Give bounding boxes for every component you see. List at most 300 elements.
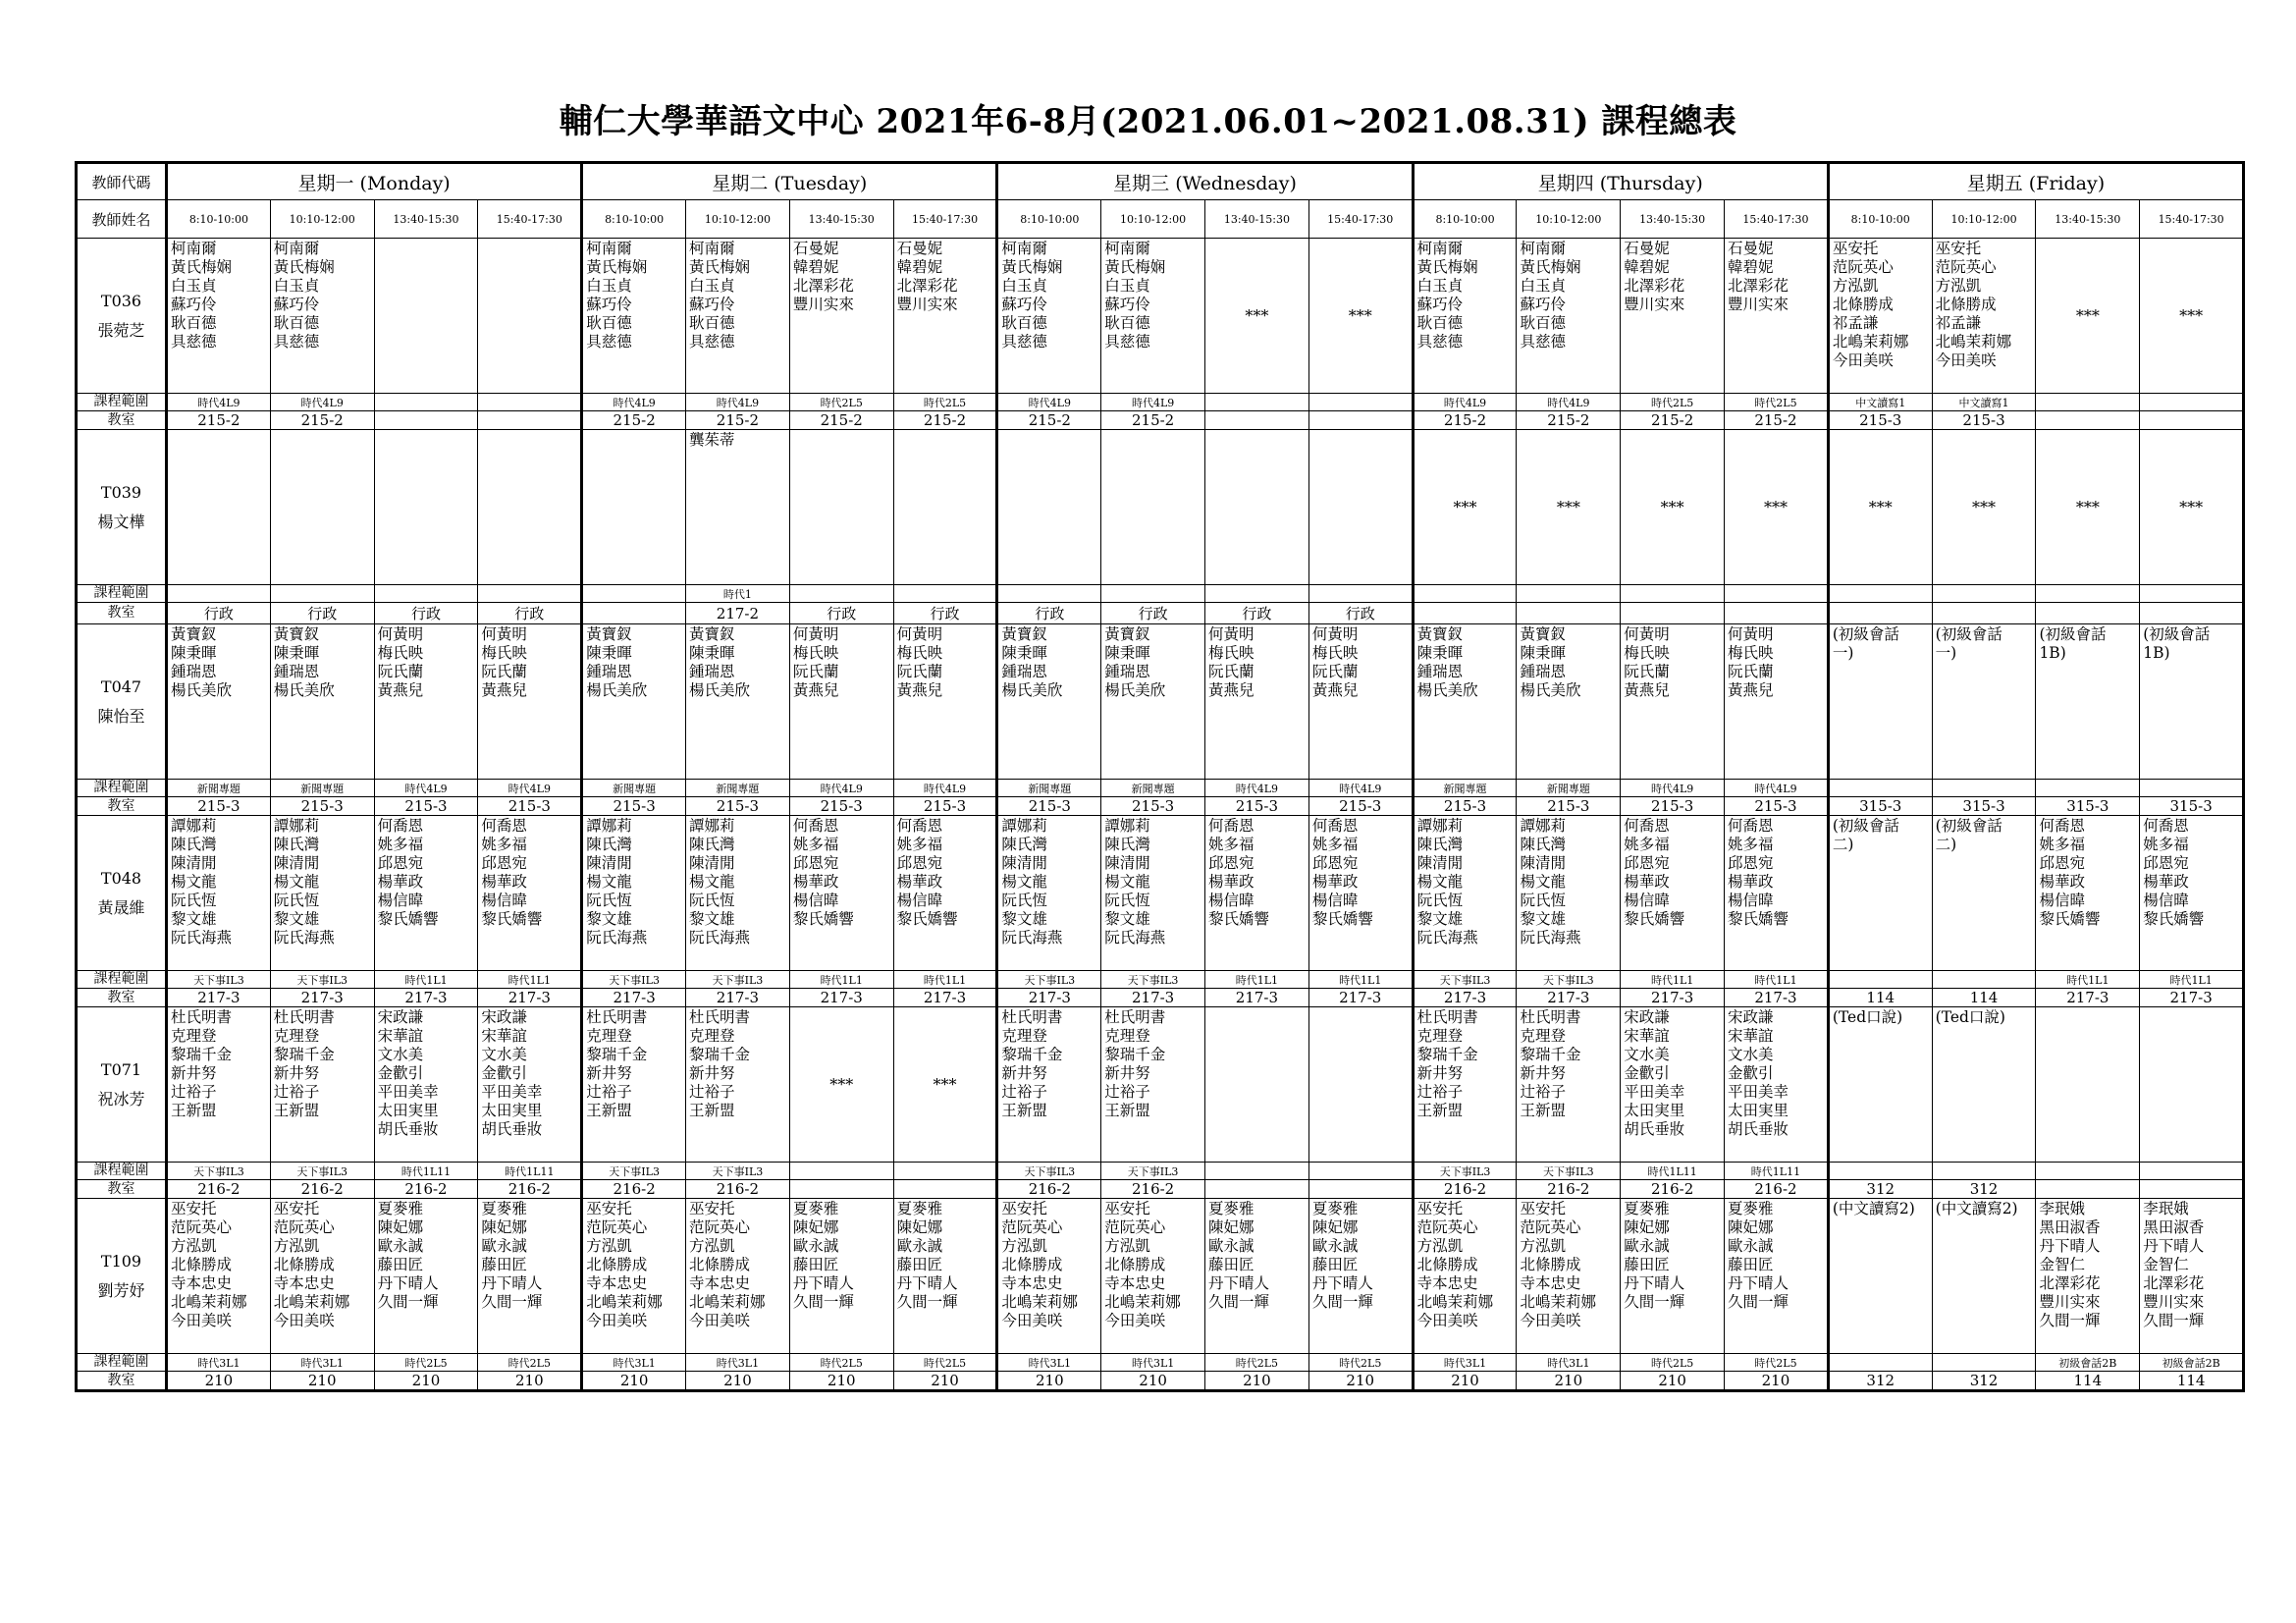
classroom-cell (374, 411, 478, 430)
student-list-cell: 譚娜莉 陳氏灣 陳清閒 楊文龍 阮氏恆 黎文雄 阮氏海燕 (1101, 816, 1205, 971)
course-range-row (77, 1354, 2244, 1372)
classroom-cell: 215-2 (1101, 411, 1205, 430)
student-list-cell (167, 430, 271, 585)
classroom-row (77, 989, 2244, 1007)
teacher-code: T071 (100, 1059, 142, 1079)
time-slot-header: 15:40-17:30 (1308, 200, 1413, 239)
classroom-cell: 217-3 (789, 989, 893, 1007)
classroom-cell: 215-3 (1308, 797, 1413, 816)
course-range-cell (1828, 585, 1932, 603)
student-list-cell: 夏麥雅 陳妃娜 歐永誠 藤田匠 丹下晴人 久間一輝 (1205, 1199, 1309, 1354)
student-list-cell: 何黃明 梅氏映 阮氏蘭 黃燕兒 (1621, 624, 1725, 780)
classroom-cell (1621, 603, 1725, 624)
course-range-cell: 時代4L9 (1413, 394, 1517, 411)
classroom-cell (1725, 603, 1829, 624)
student-list-cell (997, 430, 1101, 585)
classroom-cell (1205, 411, 1309, 430)
course-range-label: 課程範圍 (77, 780, 167, 797)
course-range-cell: 時代1 (686, 585, 790, 603)
student-list-cell: 何喬恩 姚多福 邱恩宛 楊華政 楊信暐 黎氏嬌響 (478, 816, 582, 971)
course-range-cell: 天下事IL3 (1517, 1163, 1621, 1180)
student-list-cell: (初級會話 1B) (2036, 624, 2140, 780)
classroom-row (77, 797, 2244, 816)
student-list-cell: 李珉娥 黑田淑香 丹下晴人 金智仁 北澤彩花 豐川实來 久間一輝 (2140, 1199, 2244, 1354)
course-range-cell: 天下事IL3 (1413, 1163, 1517, 1180)
student-list-cell: 杜氏明書 克理登 黎瑞千金 新井努 辻裕子 王新盟 (686, 1007, 790, 1163)
course-range-cell: 時代3L1 (686, 1354, 790, 1372)
classroom-cell: 114 (1828, 989, 1932, 1007)
teacher-names-row (77, 816, 2244, 971)
course-range-cell (1205, 1163, 1309, 1180)
classroom-cell: 210 (374, 1372, 478, 1391)
time-slot-header: 13:40-15:30 (1205, 200, 1309, 239)
student-list-cell: *** (2036, 430, 2140, 585)
course-range-cell: 時代1L1 (2036, 971, 2140, 989)
course-range-cell: 新聞專題 (686, 780, 790, 797)
classroom-cell: 215-3 (270, 797, 374, 816)
teacher-cell (77, 1199, 167, 1354)
student-list-cell: 夏麥雅 陳妃娜 歐永誠 藤田匠 丹下晴人 久間一輝 (374, 1199, 478, 1354)
teacher-cell (77, 430, 167, 585)
student-list-cell: 譚娜莉 陳氏灣 陳清閒 楊文龍 阮氏恆 黎文雄 阮氏海燕 (1413, 816, 1517, 971)
course-range-cell (1932, 1354, 2036, 1372)
course-range-row (77, 394, 2244, 411)
course-range-cell: 時代2L5 (1725, 1354, 1829, 1372)
time-slot-header: 8:10-10:00 (1413, 200, 1517, 239)
course-range-cell: 時代3L1 (997, 1354, 1101, 1372)
day-header-wednesday: 星期三 (Wednesday) (997, 163, 1413, 200)
classroom-cell: 行政 (270, 603, 374, 624)
student-list-cell: 夏麥雅 陳妃娜 歐永誠 藤田匠 丹下晴人 久間一輝 (1621, 1199, 1725, 1354)
student-list-cell (789, 430, 893, 585)
time-slot-header: 8:10-10:00 (167, 200, 271, 239)
time-slot-header: 8:10-10:00 (997, 200, 1101, 239)
student-list-cell: 杜氏明書 克理登 黎瑞千金 新井努 辻裕子 王新盟 (582, 1007, 686, 1163)
student-list-cell: 石曼妮 韓碧妮 北澤彩花 豐川实來 (1725, 239, 1829, 394)
course-range-cell: 時代3L1 (167, 1354, 271, 1372)
classroom-cell: 210 (789, 1372, 893, 1391)
course-range-label: 課程範圍 (77, 1163, 167, 1180)
course-range-cell: 時代4L9 (1308, 780, 1413, 797)
student-list-cell: 何黃明 梅氏映 阮氏蘭 黃燕兒 (1205, 624, 1309, 780)
course-range-cell (1621, 585, 1725, 603)
course-range-cell: 時代1L1 (2140, 971, 2244, 989)
classroom-cell: 215-3 (374, 797, 478, 816)
student-list-cell: 石曼妮 韓碧妮 北澤彩花 豐川实來 (1621, 239, 1725, 394)
student-list-cell: 譚娜莉 陳氏灣 陳清閒 楊文龍 阮氏恆 黎文雄 阮氏海燕 (1517, 816, 1621, 971)
course-range-cell: 時代2L5 (1621, 1354, 1725, 1372)
student-list-cell (1308, 1007, 1413, 1163)
student-list-cell: (初級會話 一) (1932, 624, 2036, 780)
student-list-cell: 夏麥雅 陳妃娜 歐永誠 藤田匠 丹下晴人 久間一輝 (789, 1199, 893, 1354)
classroom-cell: 215-3 (893, 797, 997, 816)
student-list-cell: 譚娜莉 陳氏灣 陳清閒 楊文龍 阮氏恆 黎文雄 阮氏海燕 (167, 816, 271, 971)
classroom-cell: 217-3 (2140, 989, 2244, 1007)
classroom-label: 教室 (77, 1372, 167, 1391)
classroom-cell: 215-3 (1517, 797, 1621, 816)
course-range-cell: 初級會話2B (2140, 1354, 2244, 1372)
course-range-cell (789, 585, 893, 603)
student-list-cell: *** (1621, 430, 1725, 585)
classroom-cell (1517, 603, 1621, 624)
classroom-cell: 216-2 (1725, 1180, 1829, 1199)
classroom-cell: 210 (1101, 1372, 1205, 1391)
classroom-cell: 210 (1621, 1372, 1725, 1391)
student-list-cell: 夏麥雅 陳妃娜 歐永誠 藤田匠 丹下晴人 久間一輝 (1308, 1199, 1413, 1354)
classroom-cell: 217-3 (686, 989, 790, 1007)
time-slot-header: 8:10-10:00 (582, 200, 686, 239)
student-list-cell: 宋政謙 宋華誼 文水美 金歡引 平田美幸 太田実里 胡氏垂妝 (374, 1007, 478, 1163)
classroom-cell: 216-2 (374, 1180, 478, 1199)
classroom-cell: 312 (1828, 1372, 1932, 1391)
course-range-cell: 時代1L11 (478, 1163, 582, 1180)
student-list-cell: 巫安托 范阮英心 方泓凱 北條勝成 寺本忠史 北嶋茉莉娜 今田美咲 (1101, 1199, 1205, 1354)
student-list-cell: 何黃明 梅氏映 阮氏蘭 黃燕兒 (1725, 624, 1829, 780)
course-range-cell (1932, 780, 2036, 797)
course-range-cell (2140, 394, 2244, 411)
student-list-cell: 黃寶釵 陳秉暉 鍾瑞恩 楊氏美欣 (167, 624, 271, 780)
course-range-cell: 時代4L9 (1517, 394, 1621, 411)
classroom-label: 教室 (77, 989, 167, 1007)
classroom-cell: 215-2 (1725, 411, 1829, 430)
course-range-cell: 時代1L11 (374, 1163, 478, 1180)
student-list-cell: 何喬恩 姚多福 邱恩宛 楊華政 楊信暐 黎氏嬌響 (2140, 816, 2244, 971)
course-range-cell: 天下事IL3 (686, 1163, 790, 1180)
course-range-cell: 新聞專題 (997, 780, 1101, 797)
course-range-cell: 天下事IL3 (582, 971, 686, 989)
course-range-cell (2140, 585, 2244, 603)
student-list-cell: (中文讀寫2) (1932, 1199, 2036, 1354)
classroom-cell (1932, 603, 2036, 624)
course-range-cell: 時代3L1 (1101, 1354, 1205, 1372)
classroom-cell: 215-2 (167, 411, 271, 430)
teacher-code: T036 (100, 291, 142, 310)
classroom-cell: 215-2 (1621, 411, 1725, 430)
classroom-cell: 210 (1413, 1372, 1517, 1391)
classroom-cell: 210 (582, 1372, 686, 1391)
course-range-cell: 天下事IL3 (997, 971, 1101, 989)
student-list-cell: *** (893, 1007, 997, 1163)
classroom-cell: 215-3 (997, 797, 1101, 816)
course-range-cell (1308, 585, 1413, 603)
course-range-cell (2140, 1163, 2244, 1180)
classroom-row (77, 411, 2244, 430)
classroom-cell: 216-2 (1517, 1180, 1621, 1199)
student-list-cell (1205, 430, 1309, 585)
course-range-cell: 時代4L9 (582, 394, 686, 411)
course-range-cell: 天下事IL3 (582, 1163, 686, 1180)
student-list-cell: (Ted口說) (1828, 1007, 1932, 1163)
classroom-cell: 217-3 (167, 989, 271, 1007)
time-slot-header: 10:10-12:00 (1517, 200, 1621, 239)
schedule-table (75, 161, 2245, 1392)
time-slot-header: 15:40-17:30 (2140, 200, 2244, 239)
classroom-cell: 217-3 (270, 989, 374, 1007)
classroom-cell: 315-3 (2140, 797, 2244, 816)
course-range-cell (893, 1163, 997, 1180)
course-range-cell: 時代2L5 (1308, 1354, 1413, 1372)
student-list-cell: 宋政謙 宋華誼 文水美 金歡引 平田美幸 太田実里 胡氏垂妝 (1621, 1007, 1725, 1163)
classroom-cell: 210 (997, 1372, 1101, 1391)
student-list-cell: 柯南爾 黃氏梅娴 白玉貞 蘇巧伶 耿百德 具慈德 (270, 239, 374, 394)
course-range-cell (1205, 394, 1309, 411)
student-list-cell: 柯南爾 黃氏梅娴 白玉貞 蘇巧伶 耿百德 具慈德 (1517, 239, 1621, 394)
course-range-cell: 天下事IL3 (1517, 971, 1621, 989)
course-range-label: 課程範圍 (77, 971, 167, 989)
course-range-cell: 時代4L9 (1205, 780, 1309, 797)
classroom-cell: 215-2 (686, 411, 790, 430)
course-range-cell (1413, 585, 1517, 603)
course-range-cell (1828, 780, 1932, 797)
student-list-cell: 譚娜莉 陳氏灣 陳清閒 楊文龍 阮氏恆 黎文雄 阮氏海燕 (686, 816, 790, 971)
course-range-cell: 時代3L1 (270, 1354, 374, 1372)
student-list-cell: (Ted口說) (1932, 1007, 2036, 1163)
teacher-name: 祝冰芳 (97, 1089, 145, 1109)
classroom-cell: 215-2 (789, 411, 893, 430)
classroom-cell: 215-3 (582, 797, 686, 816)
course-range-row (77, 1163, 2244, 1180)
teacher-code-header: 教師代碼 (77, 163, 167, 200)
course-range-cell: 時代4L9 (893, 780, 997, 797)
course-range-cell: 時代2L5 (893, 1354, 997, 1372)
student-list-cell: 杜氏明書 克理登 黎瑞千金 新井努 辻裕子 王新盟 (997, 1007, 1101, 1163)
classroom-cell: 216-2 (1413, 1180, 1517, 1199)
teacher-names-row (77, 1007, 2244, 1163)
classroom-cell: 215-3 (686, 797, 790, 816)
course-range-cell (2036, 1163, 2140, 1180)
student-list-cell: (初級會話 1B) (2140, 624, 2244, 780)
student-list-cell: 巫安托 范阮英心 方泓凱 北條勝成 寺本忠史 北嶋茉莉娜 今田美咲 (1413, 1199, 1517, 1354)
course-range-cell (1205, 585, 1309, 603)
course-range-cell (478, 394, 582, 411)
student-list-cell: 譚娜莉 陳氏灣 陳清閒 楊文龍 阮氏恆 黎文雄 阮氏海燕 (997, 816, 1101, 971)
student-list-cell: 黃寶釵 陳秉暉 鍾瑞恩 楊氏美欣 (270, 624, 374, 780)
classroom-label: 教室 (77, 411, 167, 430)
classroom-cell: 216-2 (478, 1180, 582, 1199)
course-range-cell (1308, 1163, 1413, 1180)
student-list-cell: (中文讀寫2) (1828, 1199, 1932, 1354)
classroom-label: 教室 (77, 1180, 167, 1199)
teacher-code: T109 (100, 1251, 142, 1271)
student-list-cell (374, 239, 478, 394)
course-range-cell (1101, 585, 1205, 603)
student-list-cell: 杜氏明書 克理登 黎瑞千金 新井努 辻裕子 王新盟 (1413, 1007, 1517, 1163)
student-list-cell: 黃寶釵 陳秉暉 鍾瑞恩 楊氏美欣 (582, 624, 686, 780)
day-header-tuesday: 星期二 (Tuesday) (582, 163, 997, 200)
student-list-cell: *** (789, 1007, 893, 1163)
student-list-cell: 黃寶釵 陳秉暉 鍾瑞恩 楊氏美欣 (1413, 624, 1517, 780)
course-range-cell: 天下事IL3 (997, 1163, 1101, 1180)
time-header-row (77, 200, 2244, 239)
classroom-cell: 216-2 (270, 1180, 374, 1199)
student-list-cell: 柯南爾 黃氏梅娴 白玉貞 蘇巧伶 耿百德 具慈德 (1413, 239, 1517, 394)
classroom-cell: 215-2 (582, 411, 686, 430)
course-range-cell (2036, 585, 2140, 603)
course-range-cell: 中文讀寫1 (1932, 394, 2036, 411)
course-range-cell (582, 585, 686, 603)
classroom-cell: 210 (893, 1372, 997, 1391)
course-range-cell (374, 585, 478, 603)
time-slot-header: 13:40-15:30 (2036, 200, 2140, 239)
student-list-cell: *** (1413, 430, 1517, 585)
course-range-cell: 天下事IL3 (686, 971, 790, 989)
classroom-cell: 行政 (789, 603, 893, 624)
course-range-cell: 時代2L5 (1205, 1354, 1309, 1372)
classroom-cell (1205, 1180, 1309, 1199)
classroom-cell: 216-2 (167, 1180, 271, 1199)
course-range-cell (1932, 971, 2036, 989)
student-list-cell: 柯南爾 黃氏梅娴 白玉貞 蘇巧伶 耿百德 具慈德 (997, 239, 1101, 394)
classroom-cell: 114 (2140, 1372, 2244, 1391)
course-range-cell: 時代4L9 (1101, 394, 1205, 411)
student-list-cell (893, 430, 997, 585)
teacher-cell (77, 624, 167, 780)
student-list-cell: 何喬恩 姚多福 邱恩宛 楊華政 楊信暐 黎氏嬌響 (893, 816, 997, 971)
student-list-cell (1101, 430, 1205, 585)
classroom-cell: 315-3 (1932, 797, 2036, 816)
teacher-name: 陳怡至 (97, 706, 145, 726)
course-range-cell (1828, 1163, 1932, 1180)
classroom-cell: 行政 (997, 603, 1101, 624)
student-list-cell: 譚娜莉 陳氏灣 陳清閒 楊文龍 阮氏恆 黎文雄 阮氏海燕 (582, 816, 686, 971)
classroom-cell: 217-3 (1725, 989, 1829, 1007)
classroom-cell: 216-2 (997, 1180, 1101, 1199)
classroom-row (77, 1180, 2244, 1199)
student-list-cell: 巫安托 范阮英心 方泓凱 北條勝成 寺本忠史 北嶋茉莉娜 今田美咲 (686, 1199, 790, 1354)
course-range-cell: 時代1L1 (1205, 971, 1309, 989)
course-range-cell (789, 1163, 893, 1180)
student-list-cell: 柯南爾 黃氏梅娴 白玉貞 蘇巧伶 耿百德 具慈德 (582, 239, 686, 394)
course-range-label: 課程範圍 (77, 585, 167, 603)
course-range-cell: 時代1L11 (1725, 1163, 1829, 1180)
teacher-name: 楊文樺 (97, 512, 145, 531)
classroom-cell: 行政 (1101, 603, 1205, 624)
time-slot-header: 8:10-10:00 (1828, 200, 1932, 239)
teacher-name: 張菀芝 (97, 320, 145, 340)
classroom-cell: 210 (167, 1372, 271, 1391)
student-list-cell: *** (1205, 239, 1309, 394)
classroom-cell: 217-3 (893, 989, 997, 1007)
course-range-cell: 時代4L9 (686, 394, 790, 411)
classroom-cell (1308, 1180, 1413, 1199)
student-list-cell: 石曼妮 韓碧妮 北澤彩花 豐川实來 (789, 239, 893, 394)
classroom-cell: 217-3 (478, 989, 582, 1007)
classroom-cell: 217-3 (1621, 989, 1725, 1007)
student-list-cell: 譚娜莉 陳氏灣 陳清閒 楊文龍 阮氏恆 黎文雄 阮氏海燕 (270, 816, 374, 971)
time-slot-header: 13:40-15:30 (789, 200, 893, 239)
student-list-cell: 黃寶釵 陳秉暉 鍾瑞恩 楊氏美欣 (997, 624, 1101, 780)
classroom-cell (789, 1180, 893, 1199)
student-list-cell: 巫安托 范阮英心 方泓凱 北條勝成 寺本忠史 北嶋茉莉娜 今田美咲 (1517, 1199, 1621, 1354)
student-list-cell (478, 430, 582, 585)
student-list-cell: 何喬恩 姚多福 邱恩宛 楊華政 楊信暐 黎氏嬌響 (1205, 816, 1309, 971)
classroom-cell: 216-2 (1101, 1180, 1205, 1199)
classroom-cell: 217-3 (2036, 989, 2140, 1007)
course-range-cell: 時代2L5 (893, 394, 997, 411)
classroom-cell: 312 (1932, 1372, 2036, 1391)
student-list-cell: 何喬恩 姚多福 邱恩宛 楊華政 楊信暐 黎氏嬌響 (789, 816, 893, 971)
classroom-cell: 217-2 (686, 603, 790, 624)
student-list-cell: (初級會話 二) (1828, 816, 1932, 971)
student-list-cell: (初級會話 二) (1932, 816, 2036, 971)
page-title: 輔仁大學華語文中心 2021年6-8月(2021.06.01~2021.08.31) 課程總表 (559, 102, 1737, 141)
classroom-cell (582, 603, 686, 624)
classroom-cell (1828, 603, 1932, 624)
teacher-name-header: 教師姓名 (77, 200, 167, 239)
student-list-cell: *** (2140, 239, 2244, 394)
classroom-cell: 215-2 (1517, 411, 1621, 430)
day-header-monday: 星期一 (Monday) (167, 163, 582, 200)
student-list-cell (478, 239, 582, 394)
classroom-cell (1413, 603, 1517, 624)
student-list-cell: 巫安托 范阮英心 方泓凱 北條勝成 寺本忠史 北嶋茉莉娜 今田美咲 (270, 1199, 374, 1354)
student-list-cell (270, 430, 374, 585)
classroom-cell: 216-2 (1621, 1180, 1725, 1199)
classroom-cell (478, 411, 582, 430)
student-list-cell: 何黃明 梅氏映 阮氏蘭 黃燕兒 (1308, 624, 1413, 780)
course-range-cell (1308, 394, 1413, 411)
classroom-cell: 215-3 (1621, 797, 1725, 816)
student-list-cell: 柯南爾 黃氏梅娴 白玉貞 蘇巧伶 耿百德 具慈德 (1101, 239, 1205, 394)
teacher-names-row (77, 624, 2244, 780)
student-list-cell: 黃寶釵 陳秉暉 鍾瑞恩 楊氏美欣 (1517, 624, 1621, 780)
course-range-cell: 新聞專題 (582, 780, 686, 797)
classroom-cell (1308, 411, 1413, 430)
course-range-cell: 新聞專題 (270, 780, 374, 797)
classroom-cell: 215-2 (893, 411, 997, 430)
course-range-cell: 天下事IL3 (1101, 971, 1205, 989)
time-slot-header: 13:40-15:30 (1621, 200, 1725, 239)
classroom-cell: 217-3 (374, 989, 478, 1007)
classroom-cell: 行政 (374, 603, 478, 624)
course-range-cell: 天下事IL3 (1413, 971, 1517, 989)
student-list-cell: 巫安托 范阮英心 方泓凱 北條勝成 寺本忠史 北嶋茉莉娜 今田美咲 (582, 1199, 686, 1354)
classroom-cell: 215-2 (997, 411, 1101, 430)
classroom-cell: 217-3 (582, 989, 686, 1007)
classroom-cell: 216-2 (582, 1180, 686, 1199)
classroom-cell (2140, 603, 2244, 624)
course-range-cell (374, 394, 478, 411)
student-list-cell: 巫安托 范阮英心 方泓凱 北條勝成 祁孟謙 北嶋茉莉娜 今田美咲 (1828, 239, 1932, 394)
classroom-cell (2036, 1180, 2140, 1199)
time-slot-header: 13:40-15:30 (374, 200, 478, 239)
course-range-cell: 時代3L1 (582, 1354, 686, 1372)
teacher-names-row (77, 1199, 2244, 1354)
course-range-cell: 時代2L5 (1621, 394, 1725, 411)
student-list-cell: 黃寶釵 陳秉暉 鍾瑞恩 楊氏美欣 (1101, 624, 1205, 780)
time-slot-header: 10:10-12:00 (270, 200, 374, 239)
course-range-row (77, 780, 2244, 797)
time-slot-header: 15:40-17:30 (478, 200, 582, 239)
student-list-cell: 何喬恩 姚多福 邱恩宛 楊華政 楊信暐 黎氏嬌響 (2036, 816, 2140, 971)
course-range-cell (1828, 971, 1932, 989)
course-range-cell: 時代2L5 (1725, 394, 1829, 411)
classroom-cell: 216-2 (686, 1180, 790, 1199)
course-range-cell (1725, 585, 1829, 603)
time-slot-header: 10:10-12:00 (1101, 200, 1205, 239)
day-header-friday: 星期五 (Friday) (1828, 163, 2243, 200)
course-range-cell: 天下事IL3 (167, 1163, 271, 1180)
course-range-cell: 天下事IL3 (270, 971, 374, 989)
classroom-cell: 217-3 (1205, 989, 1309, 1007)
student-list-cell (1205, 1007, 1309, 1163)
course-range-cell: 時代3L1 (1413, 1354, 1517, 1372)
classroom-cell: 315-3 (1828, 797, 1932, 816)
classroom-cell (2036, 603, 2140, 624)
student-list-cell: 柯南爾 黃氏梅娴 白玉貞 蘇巧伶 耿百德 具慈德 (167, 239, 271, 394)
classroom-cell: 312 (1932, 1180, 2036, 1199)
classroom-cell: 210 (1205, 1372, 1309, 1391)
